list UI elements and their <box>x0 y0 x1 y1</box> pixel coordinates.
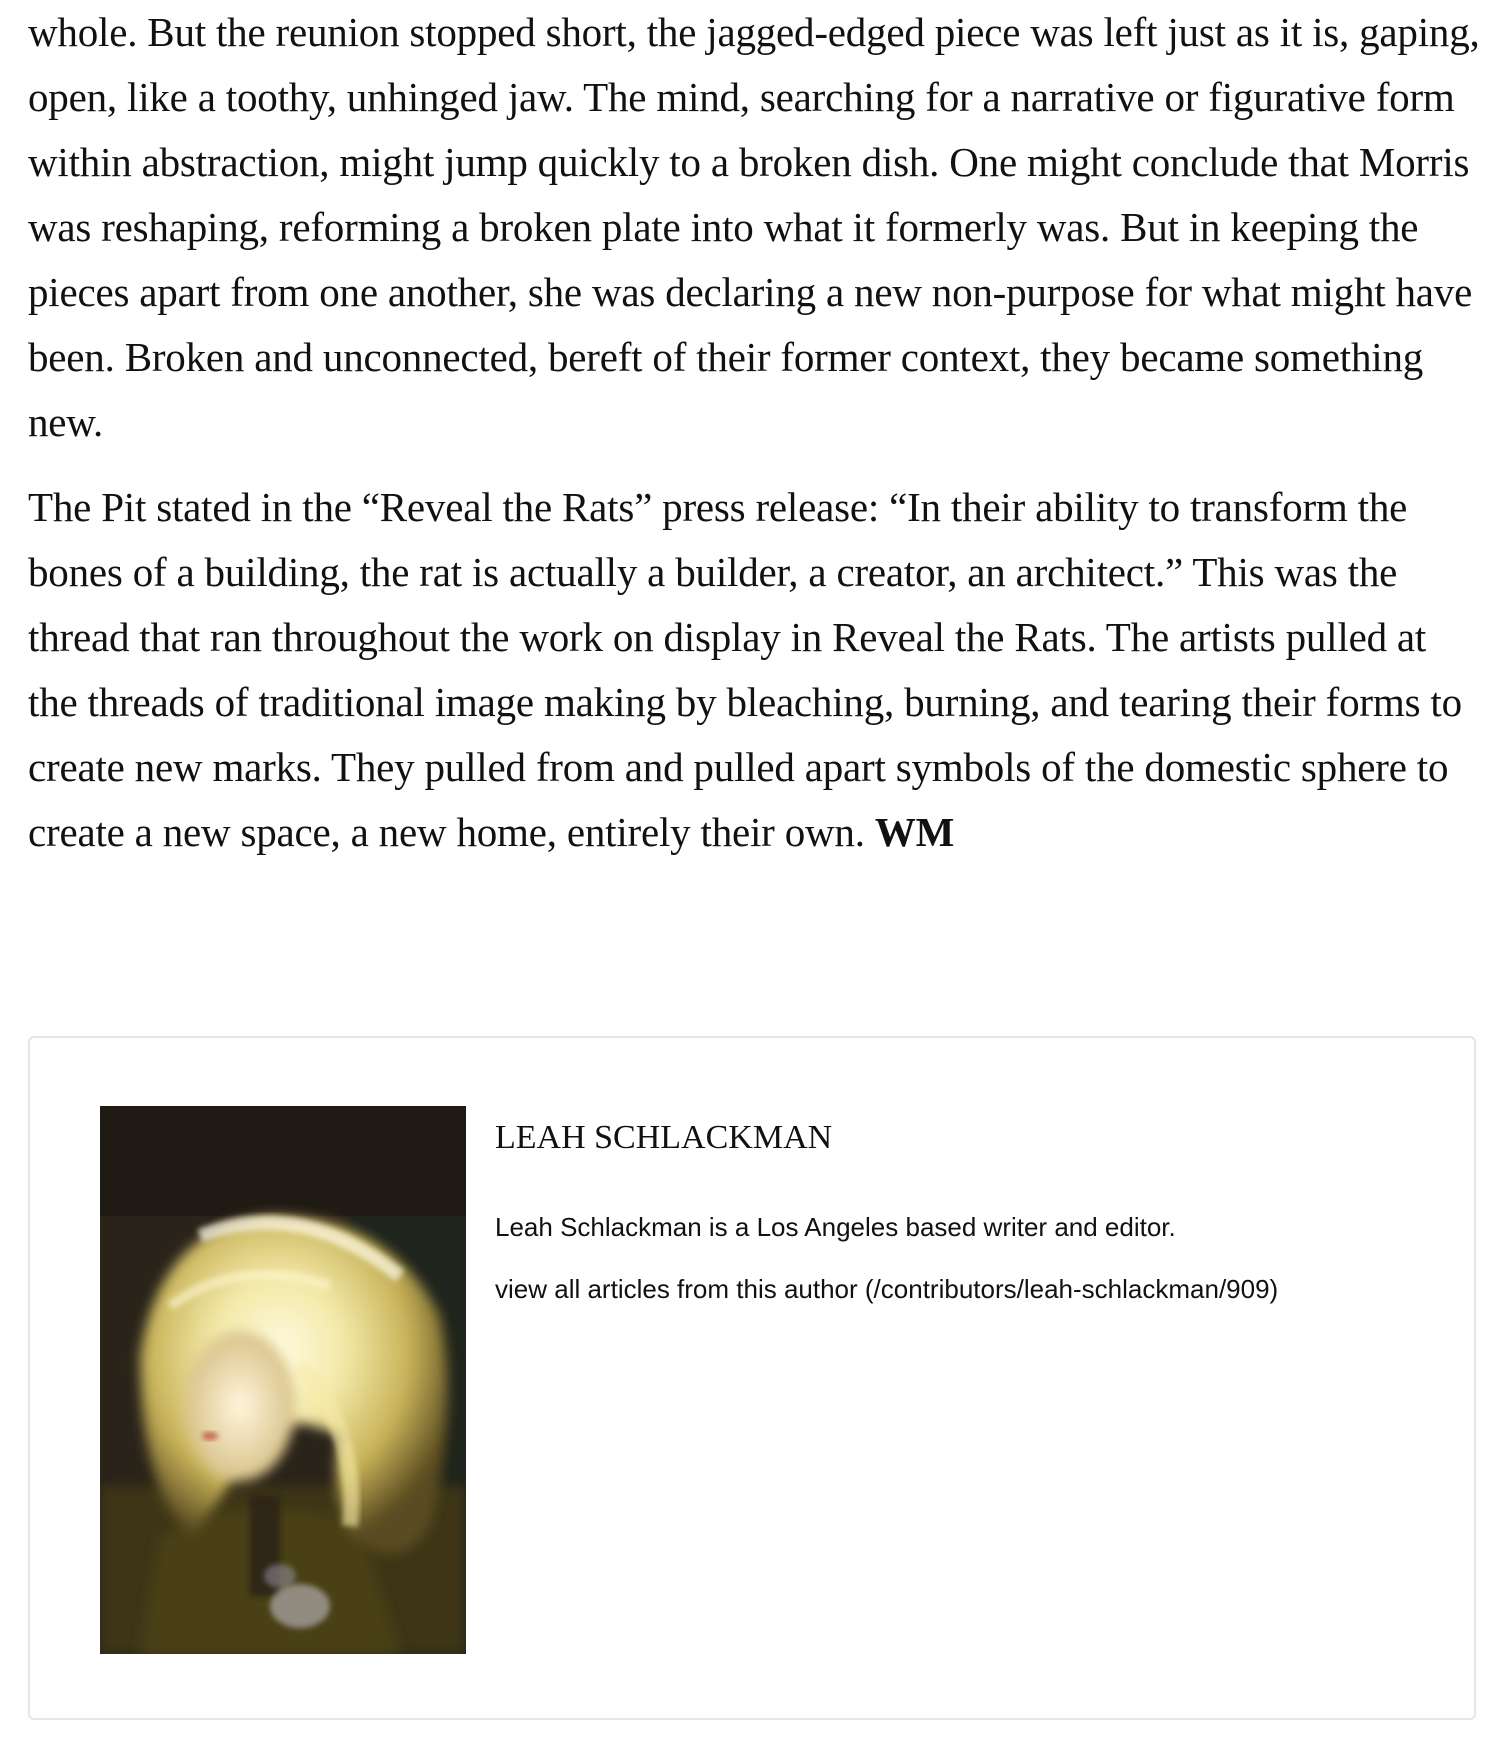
author-photo <box>100 1106 466 1654</box>
article-paragraph-text: The Pit stated in the “Reveal the Rats” press release: “In their ability to transform the bones of a building, the rat is actually a builder, a creator, an architect.” This was the thread that ran throughout the work on display in Reveal the Rats. The artists pulled at the threads of traditional image making by bleaching, burning, and tearing their forms to create new marks. They pulled from and pulled apart symbols of the domestic sphere to create a new space, a new home, entirely their own. <box>28 484 1462 855</box>
author-card <box>28 1036 1476 1720</box>
article-paragraph-final <box>28 475 1484 865</box>
view-all-articles-link[interactable]: view all articles from this author (/contributors/leah-schlackman/909) <box>495 1274 1279 1304</box>
article-body <box>28 0 1484 865</box>
author-name: LEAH SCHLACKMAN <box>495 1119 833 1156</box>
article-paragraph: whole. But the reunion stopped short, the jagged-edged piece was left just as it is, gaping, open, like a toothy, unhinged jaw. The mind, searching for a narrative or figurative form within abstraction, might jump quickly to a broken dish. One might conclude that Morris was reshaping, reforming a broken plate into what it formerly was. But in keeping the pieces apart from one another, she was declaring a new non-purpose for what might have been. Broken and unconnected, bereft of their former context, they became something new. <box>28 9 1480 445</box>
author-bio: Leah Schlackman is a Los Angeles based writer and editor. <box>495 1212 1176 1242</box>
signoff-mark: WM <box>874 809 955 855</box>
author-photo-image <box>100 1106 466 1654</box>
author-info <box>495 1118 1435 1306</box>
